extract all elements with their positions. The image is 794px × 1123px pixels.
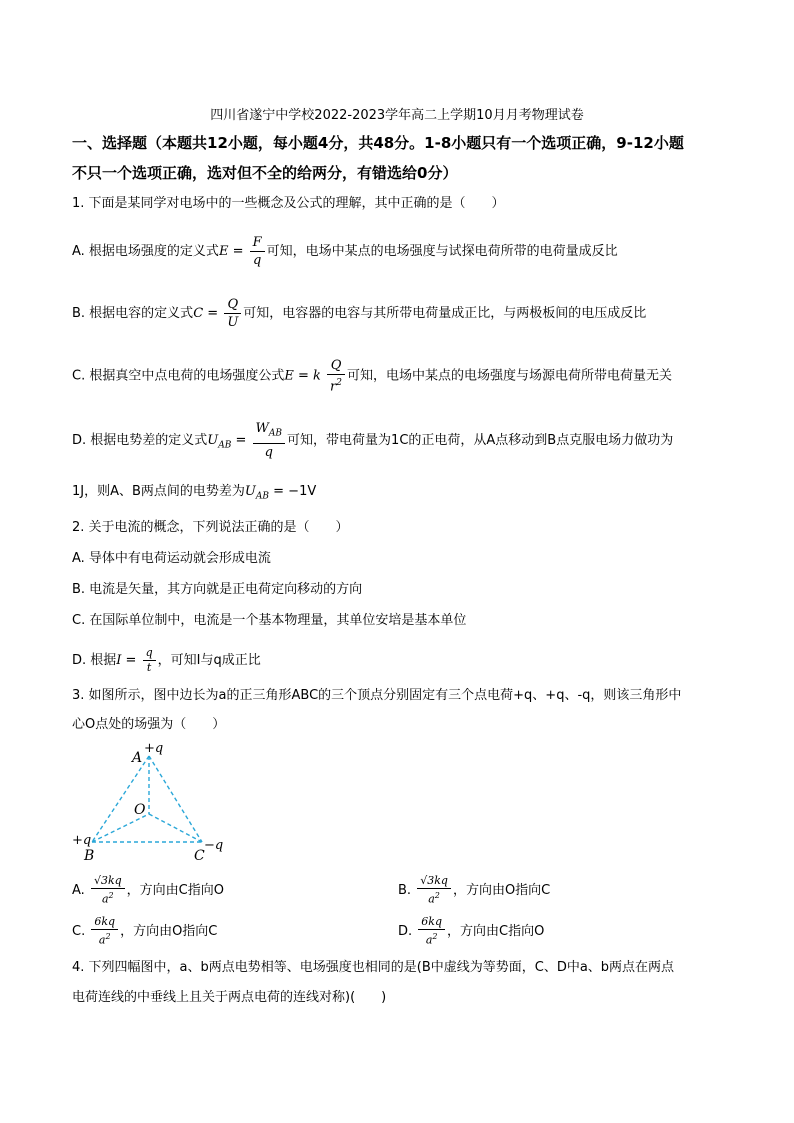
formula-uab-value: $U_{AB}$ [244,484,270,502]
formula-e: E [218,244,229,259]
q2-stem: 2. 关于电流的概念，下列说法正确的是（ ） [72,520,349,535]
q3-option-a: A. $\frac{√3kq}{a^2}$ ，方向由C指向O [72,874,224,906]
fraction-q-over-u: $\frac{Q}{U}$ [224,296,241,331]
vertex-label-c: C [194,848,205,864]
triangle-charge-diagram [72,742,232,866]
formula-i: I [116,653,122,668]
q2-option-c: C. 在国际单位制中，电流是一个基本物理量，其单位安培是基本单位 [72,613,467,628]
edge-ab [92,756,149,842]
q1-stem: 1. 下面是某同学对电场中的一些概念及公式的理解，其中正确的是（ ） [72,196,505,211]
q1-option-a: A. 根据电场强度的定义式E = $\frac{F}{q}$ 可知，电场中某点的电场强度与试探电荷所带的电荷量成反比 [72,235,618,268]
charge-label-c: −q [204,838,224,853]
q3-stem-line2: 心O点处的场强为（ ） [72,717,226,732]
fraction-sqrt3kq-over-a2: $\frac{√3kq}{a^2}$ [91,874,125,907]
fraction-f-over-q: $\frac{F}{q}$ [250,234,265,269]
q4-stem-line1: 4. 下列四幅图中，a、b两点电势相等、电场强度也相同的是(B中虚线为等势面，C、D中a、b两点在两点 [72,960,675,975]
vertex-label-b: B [84,848,95,864]
q2-option-a: A. 导体中有电荷运动就会形成电流 [72,551,271,566]
q3-option-c: C. $\frac{6kq}{a^2}$ ，方向由O指向C [72,915,218,947]
section-heading-line1: 一、选择题（本题共12小题，每小题4分，共48分。1-8小题只有一个选项正确，9-12小题 [72,134,684,152]
q2-option-b: B. 电流是矢量，其方向就是正电荷定向移动的方向 [72,582,363,597]
center-label-o: O [134,802,146,818]
edge-ac [149,756,202,842]
fraction-q-over-t: $\frac{q}{t}$ [143,646,156,675]
q1-option-d: D. 根据电势差的定义式$U_{AB}$ = $\frac{W_{AB}}{q}$ 可知，带电荷量为1C的正电荷，从A点移动到B点克服电场力做功为 [72,421,674,460]
fraction-wab-over-q: $\frac{W_{AB}}{q}$ [253,420,286,461]
charge-label-a: +q [144,742,164,756]
fraction-sqrt3kq-over-a2: $\frac{√3kq}{a^2}$ [417,874,451,907]
fraction-6kq-over-a2: $\frac{6kq}{a^2}$ [418,915,445,948]
q2-option-d: D. 根据I = $\frac{q}{t}$ ，可知I与q成正比 [72,646,261,674]
q1-option-c: C. 根据真空中点电荷的电场强度公式E = k $\frac{Q}{r^2}$ 可知，电场中某点的电场强度与场源电荷所带电荷量无关 [72,358,673,395]
fraction-6kq-over-a2: $\frac{6kq}{a^2}$ [91,915,118,948]
q3-option-d: D. $\frac{6kq}{a^2}$ ，方向由C指向O [398,915,545,947]
section-heading-line2: 不只一个选项正确，选对但不全的给两分，有错选给0分） [72,164,458,182]
q1-option-d-cont: 1J，则A、B两点间的电势差为$U_{AB} = -1V$ [72,484,317,502]
q3-stem-line1: 3. 如图所示，图中边长为a的正三角形ABC的三个顶点分别固定有三个点电荷+q、+q、-q，则该三角形中 [72,688,682,703]
formula-uab: $U_{AB}$ [207,432,232,451]
q4-stem-line2: 电荷连线的中垂线上且关于两点电荷的连线对称)( ) [72,990,387,1005]
fraction-q-over-r2: $\frac{Q}{r^2}$ [327,357,345,395]
formula-e-k: E [284,368,294,384]
q3-option-b: B. $\frac{√3kq}{a^2}$ ，方向由O指向C [398,874,551,906]
vertex-label-a: A [132,750,143,766]
page-title: 四川省遂宁中学校2022-2023学年高二上学期10月月考物理试卷 [210,108,584,123]
charge-label-b: +q [72,833,92,848]
formula-c: C [193,306,204,321]
q1-option-b: B. 根据电容的定义式C = $\frac{Q}{U}$ 可知，电容器的电容与其所带电荷量成正比，与两极板间的电压成反比 [72,297,647,330]
